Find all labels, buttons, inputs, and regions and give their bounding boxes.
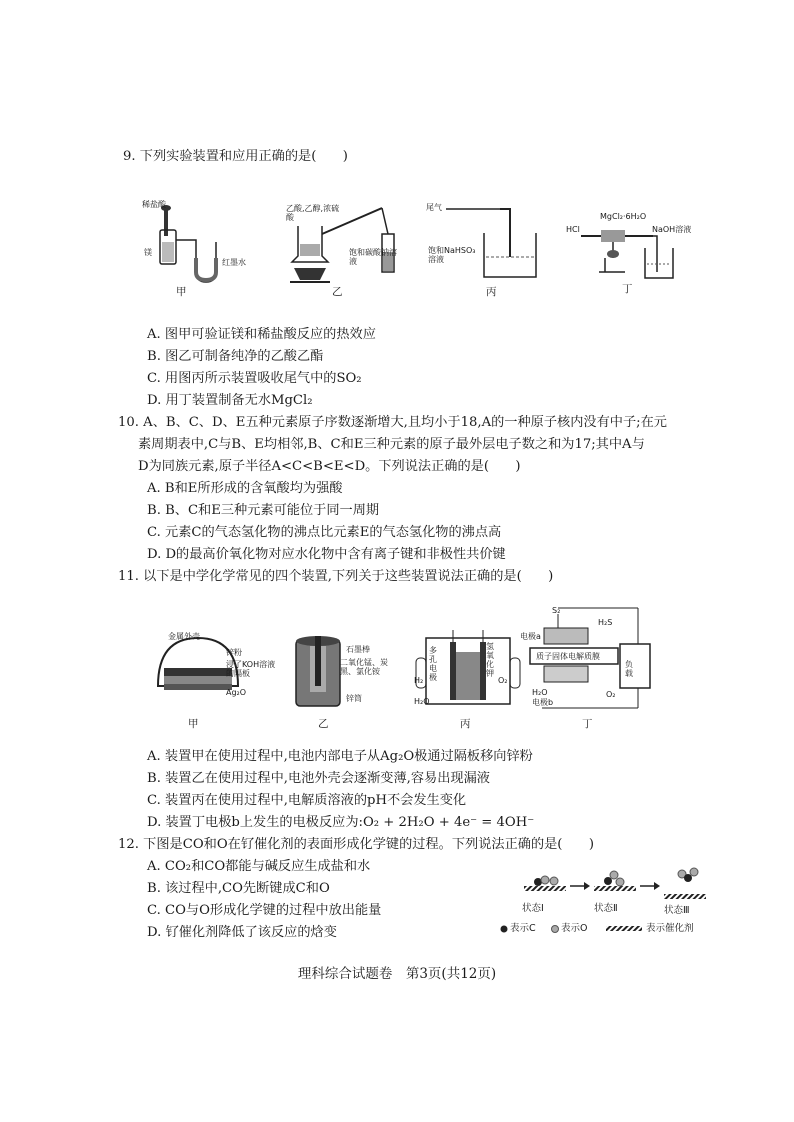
q11-jia-shell-label: 金属外壳 (168, 632, 200, 641)
q10-stem-line-2: 素周期表中,C与B、E均相邻,B、C和E三种元素的原子最外层电子数之和为17;其中A与 (138, 437, 645, 452)
q9-option-a: A. 图甲可验证镁和稀盐酸反应的热效应 (147, 327, 376, 342)
q11-ding-o2-label: O₂ (606, 690, 616, 699)
q11-option-b: B. 装置乙在使用过程中,电池外壳会逐渐变薄,容易出现漏液 (147, 771, 490, 786)
q11-yi-can-label: 锌筒 (346, 694, 362, 703)
q11-caption-bing: 丙 (460, 718, 471, 730)
q9-jia-ink-label: 红墨水 (222, 258, 246, 267)
q9-caption-jia: 甲 (176, 286, 187, 298)
q12-figure-process (520, 862, 720, 912)
q11-ding-membrane-label: 质子固体电解质膜 (536, 652, 600, 661)
q12-option-c: C. CO与O形成化学键的过程中放出能量 (147, 903, 382, 918)
q10-stem-line-3: D为同族元素,原子半径A<C<B<E<D。下列说法正确的是( ) (138, 459, 521, 474)
q10-option-a: A. B和E所形成的含氧酸均为强酸 (147, 481, 343, 496)
q9-yi-reagent-label: 乙酸,乙醇,浓硫酸 (286, 204, 340, 222)
q11-bing-h2-label: H₂ (414, 676, 424, 685)
q11-option-d: D. 装置丁电极b上发生的电极反应为:O₂ + 2H₂O + 4e⁻ = 4OH⁻ (147, 815, 535, 830)
q11-bing-o2-label: O₂ (498, 676, 508, 685)
q11-option-a: A. 装置甲在使用过程中,电池内部电子从Ag₂O极通过隔板移向锌粉 (147, 749, 533, 764)
q9-caption-bing: 丙 (486, 286, 497, 298)
q11-yi-rod-label: 石墨棒 (346, 645, 370, 654)
q10-stem-line-1: 10. A、B、C、D、E五种元素原子序数逐渐增大,且均小于18,A的一种原子核内没有中子;在元 (118, 415, 667, 430)
q11-ding-load-label: 负载 (625, 660, 633, 678)
q11-ding-eb-label: 电极b (532, 698, 554, 707)
q11-caption-yi: 乙 (318, 718, 329, 730)
legend-c-marker (501, 926, 508, 933)
q11-caption-ding: 丁 (582, 718, 593, 730)
q12-option-d: D. 钌催化剂降低了该反应的焓变 (147, 925, 337, 940)
q9-bing-gas-label: 尾气 (426, 203, 442, 212)
q12-legend-cat-label: 表示催化剂 (646, 923, 694, 934)
q12-state1-label: 状态Ⅰ (522, 903, 544, 914)
q9-ding-hcl-label: HCl (566, 225, 580, 234)
q11-jia-zn-label: 锌粉 (226, 648, 242, 657)
q9-ding-salt-label: MgCl₂·6H₂O (600, 212, 647, 221)
q9-figure-yi (270, 186, 410, 286)
q9-yi-na2co3-label: 饱和碳酸钠溶液 (349, 248, 397, 266)
q11-ding-s2-label: S₂ (552, 606, 561, 615)
q12-legend-c-label: 表示C (510, 923, 536, 934)
q12-state3-label: 状态Ⅲ (664, 905, 690, 916)
q12-stem: 12. 下图是CO和O在钌催化剂的表面形成化学键的过程。下列说法正确的是( ) (118, 837, 594, 852)
q11-jia-sep-label: 浸了KOH溶液的隔板 (226, 660, 276, 678)
q11-ding-ea-label: 电极a (520, 632, 541, 641)
q11-bing-h2o-label: H₂O (414, 697, 430, 706)
q9-bing-sol-label: 饱和NaHSO₃溶液 (428, 246, 476, 264)
q11-caption-jia: 甲 (188, 718, 199, 730)
page-footer: 理科综合试题卷 第3页(共12页) (297, 966, 497, 982)
q9-jia-acid-label: 稀盐酸 (142, 200, 166, 209)
legend-catalyst-marker (606, 926, 642, 931)
q9-option-d: D. 用丁装置制备无水MgCl₂ (147, 393, 313, 408)
q11-ding-h2o-label: H₂O (532, 688, 548, 697)
q9-ding-naoh-label: NaOH溶液 (652, 225, 692, 234)
q9-option-c: C. 用图丙所示装置吸收尾气中的SO₂ (147, 371, 362, 386)
q12-state2-label: 状态Ⅱ (594, 903, 618, 914)
q11-stem: 11. 以下是中学化学常见的四个装置,下列关于这些装置说法正确的是( ) (118, 569, 554, 584)
q11-option-c: C. 装置丙在使用过程中,电解质溶液的pH不会发生变化 (147, 793, 467, 808)
q10-option-b: B. B、C和E三种元素可能位于同一周期 (147, 503, 380, 518)
q10-option-c: C. 元素C的气态氢化物的沸点比元素E的气态氢化物的沸点高 (147, 525, 502, 540)
q11-bing-el2-label: 氢氧化钾 (486, 642, 494, 678)
q12-option-a: A. CO₂和CO都能与碱反应生成盐和水 (147, 859, 371, 874)
q9-option-b: B. 图乙可制备纯净的乙酸乙酯 (147, 349, 324, 364)
q9-jia-mg-label: 镁 (144, 248, 152, 257)
q11-bing-el1-label: 多孔电极 (429, 646, 437, 682)
q9-caption-yi: 乙 (332, 286, 343, 298)
legend-o-marker (552, 926, 559, 933)
q11-jia-ag2o-label: Ag₂O (226, 688, 247, 697)
q12-legend-o-label: 表示O (561, 923, 588, 934)
q11-yi-paste-label: 二氧化锰、炭黑、氯化铵 (340, 658, 388, 676)
q11-ding-h2s-label: H₂S (598, 618, 613, 627)
q9-stem: 9. 下列实验装置和应用正确的是( ) (123, 149, 348, 164)
q10-option-d: D. D的最高价氧化物对应水化物中含有离子键和非极性共价键 (147, 547, 506, 562)
q9-caption-ding: 丁 (622, 283, 633, 295)
q12-option-b: B. 该过程中,CO先断键成C和O (147, 881, 330, 896)
